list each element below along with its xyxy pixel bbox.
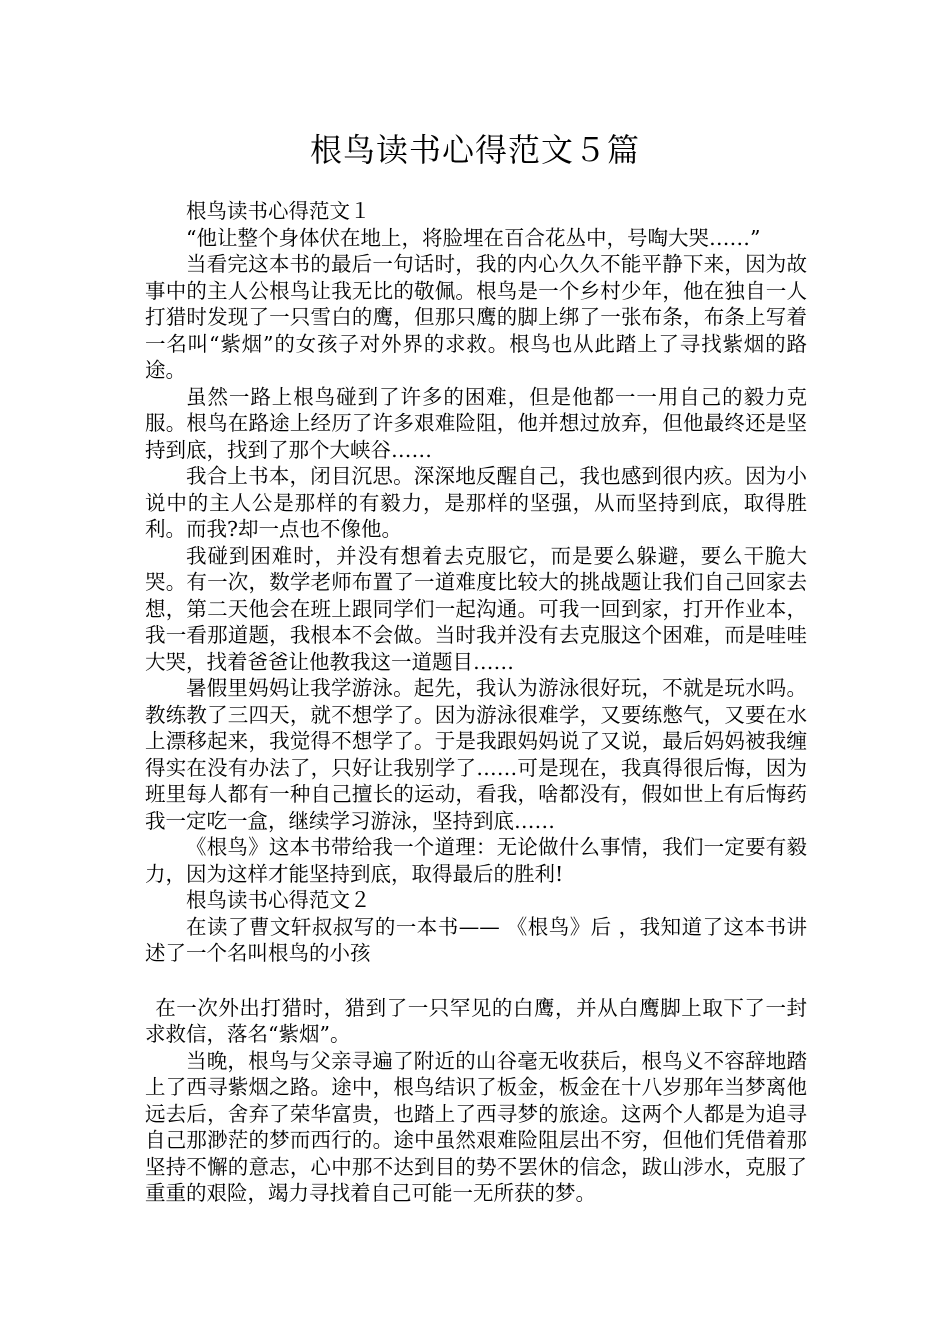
paragraph: 在读了曹文轩叔叔写的一本书—— 《根鸟》后 ，我知道了这本书讲述了一个名叫根鸟的小孩 [145, 914, 807, 965]
paragraph: 在一次外出打猎时，猎到了一只罕见的白鹰，并从白鹰脚上取下了一封求救信，落名“紫烟”。 [145, 995, 807, 1046]
section-heading-1: 根鸟读书心得范文１ [186, 199, 371, 223]
paragraph: 《根鸟》这本书带给我一个道理：无论做什么事情，我们一定要有毅力，因为这样才能坚持到底，取得最后的胜利! [145, 835, 807, 886]
document-title: 根鸟读书心得范文５篇 [309, 131, 640, 169]
paragraph: “他让整个身体伏在地上，将脸埋在百合花丛中，号啕大哭……” [186, 225, 761, 250]
document-body [145, 198, 807, 1207]
paragraph: 我合上书本，闭目沉思。深深地反醒自己，我也感到很内疚。因为小说中的主人公是那样的有毅力，是那样的坚强，从而坚持到底，取得胜利。而我?却一点也不像他。 [145, 464, 807, 541]
blank-line [145, 967, 807, 995]
paragraph: 暑假里妈妈让我学游泳。起先，我认为游泳很好玩，不就是玩水吗。教练教了三四天，就不想学了。因为游泳很难学，又要练憋气，又要在水上漂移起来，我觉得不想学了。于是我跟妈妈说了又说，最后妈妈被我缠得实在没有办法了，只好让我别学了……可是现在，我真得很后悔，因为班里每人都有一种自己擅长的运动，看我，啥都没有，假如世上有后悔药我一定吃一盒，继续学习游泳，坚持到底…… [145, 676, 807, 833]
paragraph: 当晚，根鸟与父亲寻遍了附近的山谷毫无收获后，根鸟义不容辞地踏上了西寻紫烟之路。途中，根鸟结识了板金，板金在十八岁那年当梦离他远去后，舍弃了荣华富贵，也踏上了西寻梦的旅途。这两个人都是为追寻自己那渺茫的梦而西行的。途中虽然艰难险阻层出不穷，但他们凭借着那坚持不懈的意志，心中那不达到目的势不罢休的信念，跋山涉水，克服了重重的艰险，竭力寻找着自己可能一无所获的梦。 [145, 1048, 807, 1205]
paragraph: 当看完这本书的最后一句话时，我的内心久久不能平静下来，因为故事中的主人公根鸟让我无比的敬佩。根鸟是一个乡村少年，他在独自一人打猎时发现了一只雪白的鹰，但那只鹰的脚上绑了一张布条，布条上写着一名叫“紫烟”的女孩子对外界的求救。根鸟也从此踏上了寻找紫烟的路途。 [145, 252, 807, 382]
paragraph: 我碰到困难时，并没有想着去克服它，而是要么躲避，要么干脆大哭。有一次，数学老师布置了一道难度比较大的挑战题让我们自己回家去想，第二天他会在班上跟同学们一起沟通。可我一回到家，打开作业本，我一看那道题，我根本不会做。当时我并没有去克服这个困难，而是哇哇大哭，找着爸爸让他教我这一道题目…… [145, 543, 807, 674]
section-heading-2: 根鸟读书心得范文２ [186, 888, 371, 912]
paragraph: 虽然一路上根鸟碰到了许多的困难，但是他都一一用自己的毅力克服。根鸟在路途上经历了许多艰难险阻，他并想过放弃，但他最终还是坚持到底，找到了那个大峡谷…… [145, 384, 807, 462]
